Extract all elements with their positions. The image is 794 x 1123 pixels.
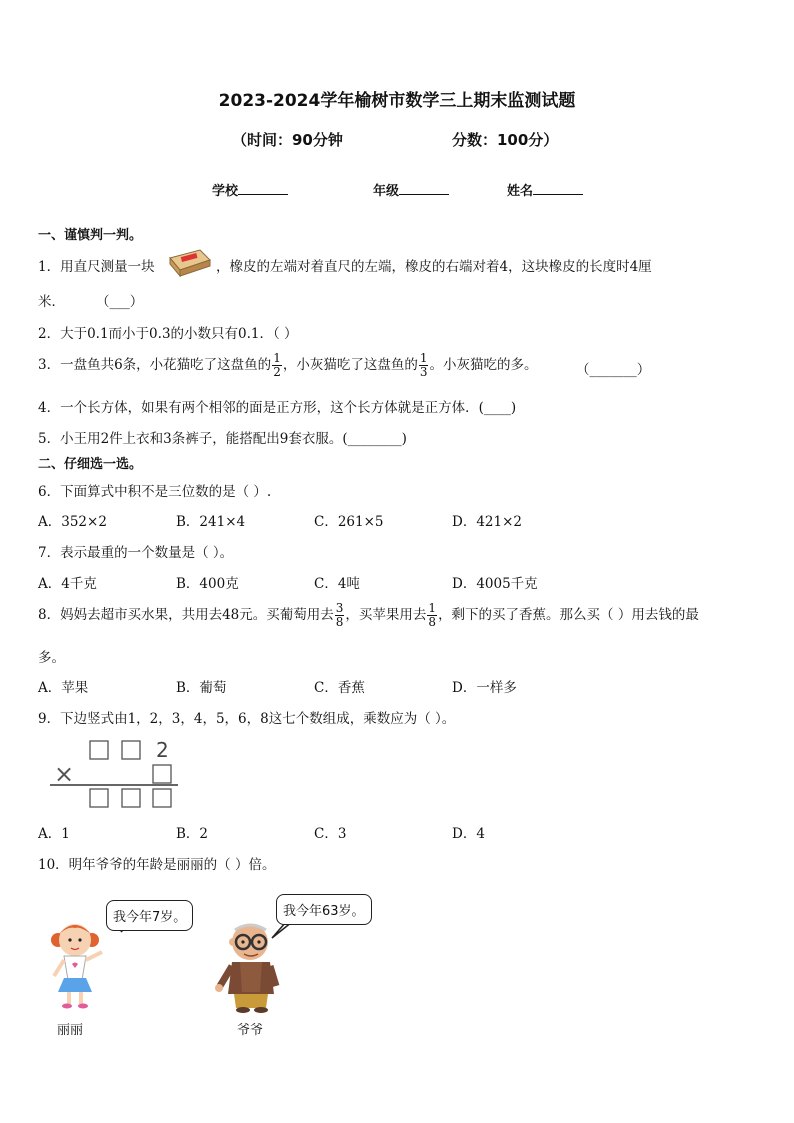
q7-text: 7．表示最重的一个数量是（ ）。: [38, 545, 234, 561]
q9-text: 9．下边竖式由1，2，3，4，5，6，8这七个数组成，乘数应为（ ）。: [38, 711, 456, 727]
q3-text-b: ，小灰猫吃了这盘鱼的: [282, 357, 418, 373]
q10-text: 10．明年爷爷的年龄是丽丽的（ ）倍。: [38, 857, 276, 873]
digit-box[interactable]: [153, 765, 171, 783]
grade-label: 年级: [373, 184, 400, 199]
q8-fraction-2: [427, 602, 437, 629]
q8-option-a[interactable]: A．苹果: [38, 680, 89, 696]
q3-line: [38, 352, 537, 379]
q7-option-d[interactable]: D．4005千克: [452, 576, 538, 592]
q6-option-c[interactable]: C．261×5: [314, 514, 384, 530]
exam-score: 分数：100分）: [452, 131, 559, 149]
q8-option-b[interactable]: B．葡萄: [176, 680, 227, 696]
digit-box[interactable]: [153, 789, 171, 807]
q8-fraction-1: [335, 602, 345, 629]
section-2-heading: 二、仔细选一选。: [38, 457, 143, 472]
q3-fraction-2-num: 1: [419, 351, 428, 365]
q9-option-b[interactable]: B．2: [176, 826, 209, 842]
q3-text-c: 。小灰猫吃的多。: [429, 357, 538, 373]
multiply-sign: ×: [54, 760, 75, 788]
q9-option-d[interactable]: D．4: [452, 826, 485, 842]
name-label: 姓名: [507, 184, 534, 199]
q7-option-c[interactable]: C．4吨: [314, 576, 360, 592]
q3-text-a: 3．一盘鱼共6条，小花猫吃了这盘鱼的: [38, 357, 272, 373]
digit-box[interactable]: [122, 789, 140, 807]
q8-line: [38, 602, 699, 629]
eraser-image: [166, 246, 212, 278]
q1-text-b: ，橡皮的左端对着直尺的左端，橡皮的右端对着4，这块橡皮的长度时4厘: [216, 259, 652, 275]
q8-fraction-2-den: 8: [428, 615, 437, 629]
q9-option-c[interactable]: C．3: [314, 826, 347, 842]
q3-fraction-2: [419, 352, 429, 379]
q8-option-c[interactable]: C．香蕉: [314, 680, 365, 696]
page-title: 2023-2024学年榆树市数学三上期末监测试题: [218, 91, 576, 111]
girl-name-label: 丽丽: [57, 1023, 84, 1038]
name-blank[interactable]: [533, 182, 583, 195]
q8-text-d: 多。: [38, 650, 65, 666]
grade-blank[interactable]: [399, 182, 449, 195]
q6-option-d[interactable]: D．421×2: [452, 514, 522, 530]
name-field: [507, 180, 583, 199]
q6-option-b[interactable]: B．241×4: [176, 514, 246, 530]
q1-text-c: 米．: [38, 294, 65, 310]
q5-text: 5．小王用2件上衣和3条裤子，能搭配出9套衣服。(________): [38, 431, 407, 447]
calc-given-digit: 2: [156, 738, 169, 762]
grandpa-name-label: 爷爷: [237, 1023, 264, 1038]
q3-fraction-1-num: 1: [273, 351, 281, 365]
q9-option-a[interactable]: A．1: [38, 826, 70, 842]
q7-option-b[interactable]: B．400克: [176, 576, 239, 592]
girl-speech-bubble: 我今年7岁。: [106, 900, 193, 931]
q2-text: 2．大于0.1而小于0.3的小数只有0.1．（ ）: [38, 326, 298, 342]
digit-box[interactable]: [90, 741, 108, 759]
grandpa-illustration: [215, 924, 276, 1013]
grade-field: [373, 180, 449, 199]
q3-fraction-1-den: 2: [273, 365, 281, 379]
q3-fraction-2-den: 3: [419, 365, 428, 379]
q3-fraction-1: [272, 352, 282, 379]
grandpa-speech-bubble: 我今年63岁。: [276, 894, 372, 925]
q8-fraction-1-den: 8: [335, 615, 344, 629]
q8-text-a: 8．妈妈去超市买水果，共用去48元。买葡萄用去: [38, 607, 334, 623]
q8-option-d[interactable]: D．一样多: [452, 680, 517, 696]
q8-fraction-1-num: 3: [335, 601, 344, 615]
digit-box[interactable]: [122, 741, 140, 759]
section-1-heading: 一、谨慎判一判。: [38, 228, 143, 243]
q8-text-b: ，买苹果用去: [345, 607, 427, 623]
q3-answer-blank[interactable]: （_______）: [576, 362, 651, 378]
q6-text: 6．下面算式中积不是三位数的是（ ）.: [38, 484, 272, 500]
digit-box[interactable]: [90, 789, 108, 807]
girl-illustration: [51, 924, 102, 1009]
school-blank[interactable]: [238, 182, 288, 195]
q7-option-a[interactable]: A．4千克: [38, 576, 97, 592]
q6-option-a[interactable]: A．352×2: [38, 514, 107, 530]
q1-text-a: 1．用直尺测量一块: [38, 259, 155, 275]
school-label: 学校: [212, 184, 239, 199]
vertical-multiplication-figure: [48, 736, 183, 812]
q1-answer-blank[interactable]: （___）: [96, 294, 144, 310]
q4-text: 4．一个长方体，如果有两个相邻的面是正方形，这个长方体就是正方体．(____): [38, 400, 517, 416]
exam-time: （时间：90分钟: [232, 131, 343, 149]
q8-fraction-2-num: 1: [428, 601, 437, 615]
q8-text-c: ，剩下的买了香蕉。那么买（ ）用去钱的最: [438, 607, 699, 623]
school-field: [212, 180, 288, 199]
